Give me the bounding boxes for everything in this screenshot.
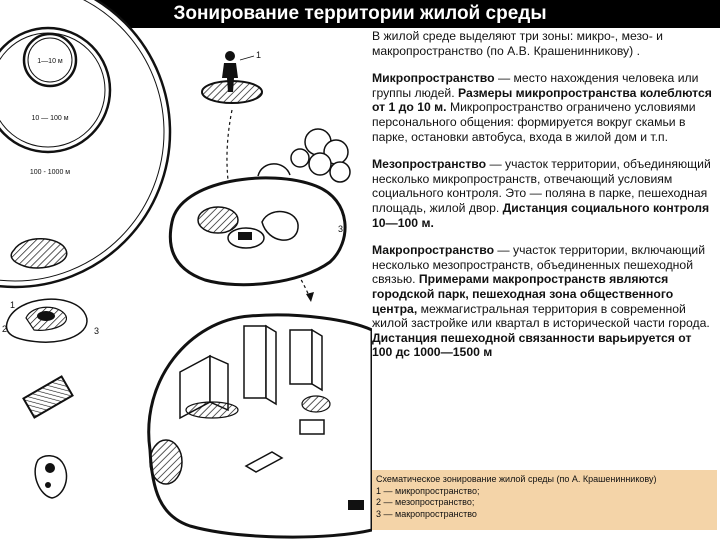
macro-paragraph [372,243,714,360]
symbol-number-1: 1 [10,300,16,310]
circle-label-mid: 10 — 100 м [31,115,69,122]
macro-term: Макропространство [372,243,495,258]
text-column [372,29,714,373]
macro-examples: Примерами макропространств являются городской парк, пешеходная зона общественного центра, [372,272,674,316]
circle-label-small: 1—10 м [37,58,63,65]
micro-term: Микропространство [372,71,495,86]
meso-def: — участок территории, объединяющий несколько микропространств, отвечающий условиям социального контроля. Это — поляна в парке, пешеходная площадь, жилой двор. [372,157,711,215]
macro-space-drawing [149,315,372,537]
figure-caption [372,470,717,530]
meso-term: Мезопространство [372,157,487,172]
caption-title: Схематическое зонирование жилой среды (по А. Крашенинникову) [376,474,657,484]
caption-line-2: 2 — мезопространство; [376,497,475,508]
symbol-number-2: 2 [2,324,8,334]
caption-line-1: 1 — микропространство; [376,485,480,496]
meso-distance: Дистанция социального контроля 10—100 м. [372,200,710,230]
macro-mid: межмагистральная территория в современной жилой застройке или квартал в исторической части города. [372,301,710,331]
symbol-number-3: 3 [94,326,100,336]
meso-number-2: 3 [338,224,344,234]
page-title: Зонирование территории жилой среды [173,3,547,24]
caption-line-3: 3 — макропространство [376,508,477,519]
macro-def: — участок территории, включающий несколько мезопространств, объединенных пешеходной связью. [372,243,706,287]
micro-size: Размеры микропространства колеблются от 1 до 10 м. [372,85,712,115]
meso-space-drawing [170,160,345,285]
intro-text: В жилой среде выделяют три зоны: микро-, мезо- и макропространство (по А.В. Крашенинникову) . [372,29,663,58]
trees [291,129,350,182]
micro-paragraph [372,71,714,144]
person-figure [202,50,262,103]
intro-paragraph [372,29,714,58]
micro-def: — место нахождения человека или группы людей. [372,71,699,100]
circle-label-big: 100 - 1000 м [29,169,71,176]
macro-distance: Дистанция пешеходной связанности варьируется от 100 дс 1000—1500 м [372,330,692,360]
meso-paragraph [372,157,714,230]
person-number: 1 [256,50,262,60]
micro-rest: Микропространство ограничено условиями персонального общения: формируется вокруг скамьи в парке, остановки автобуса, входа в жилой дом и т.п. [372,100,696,144]
